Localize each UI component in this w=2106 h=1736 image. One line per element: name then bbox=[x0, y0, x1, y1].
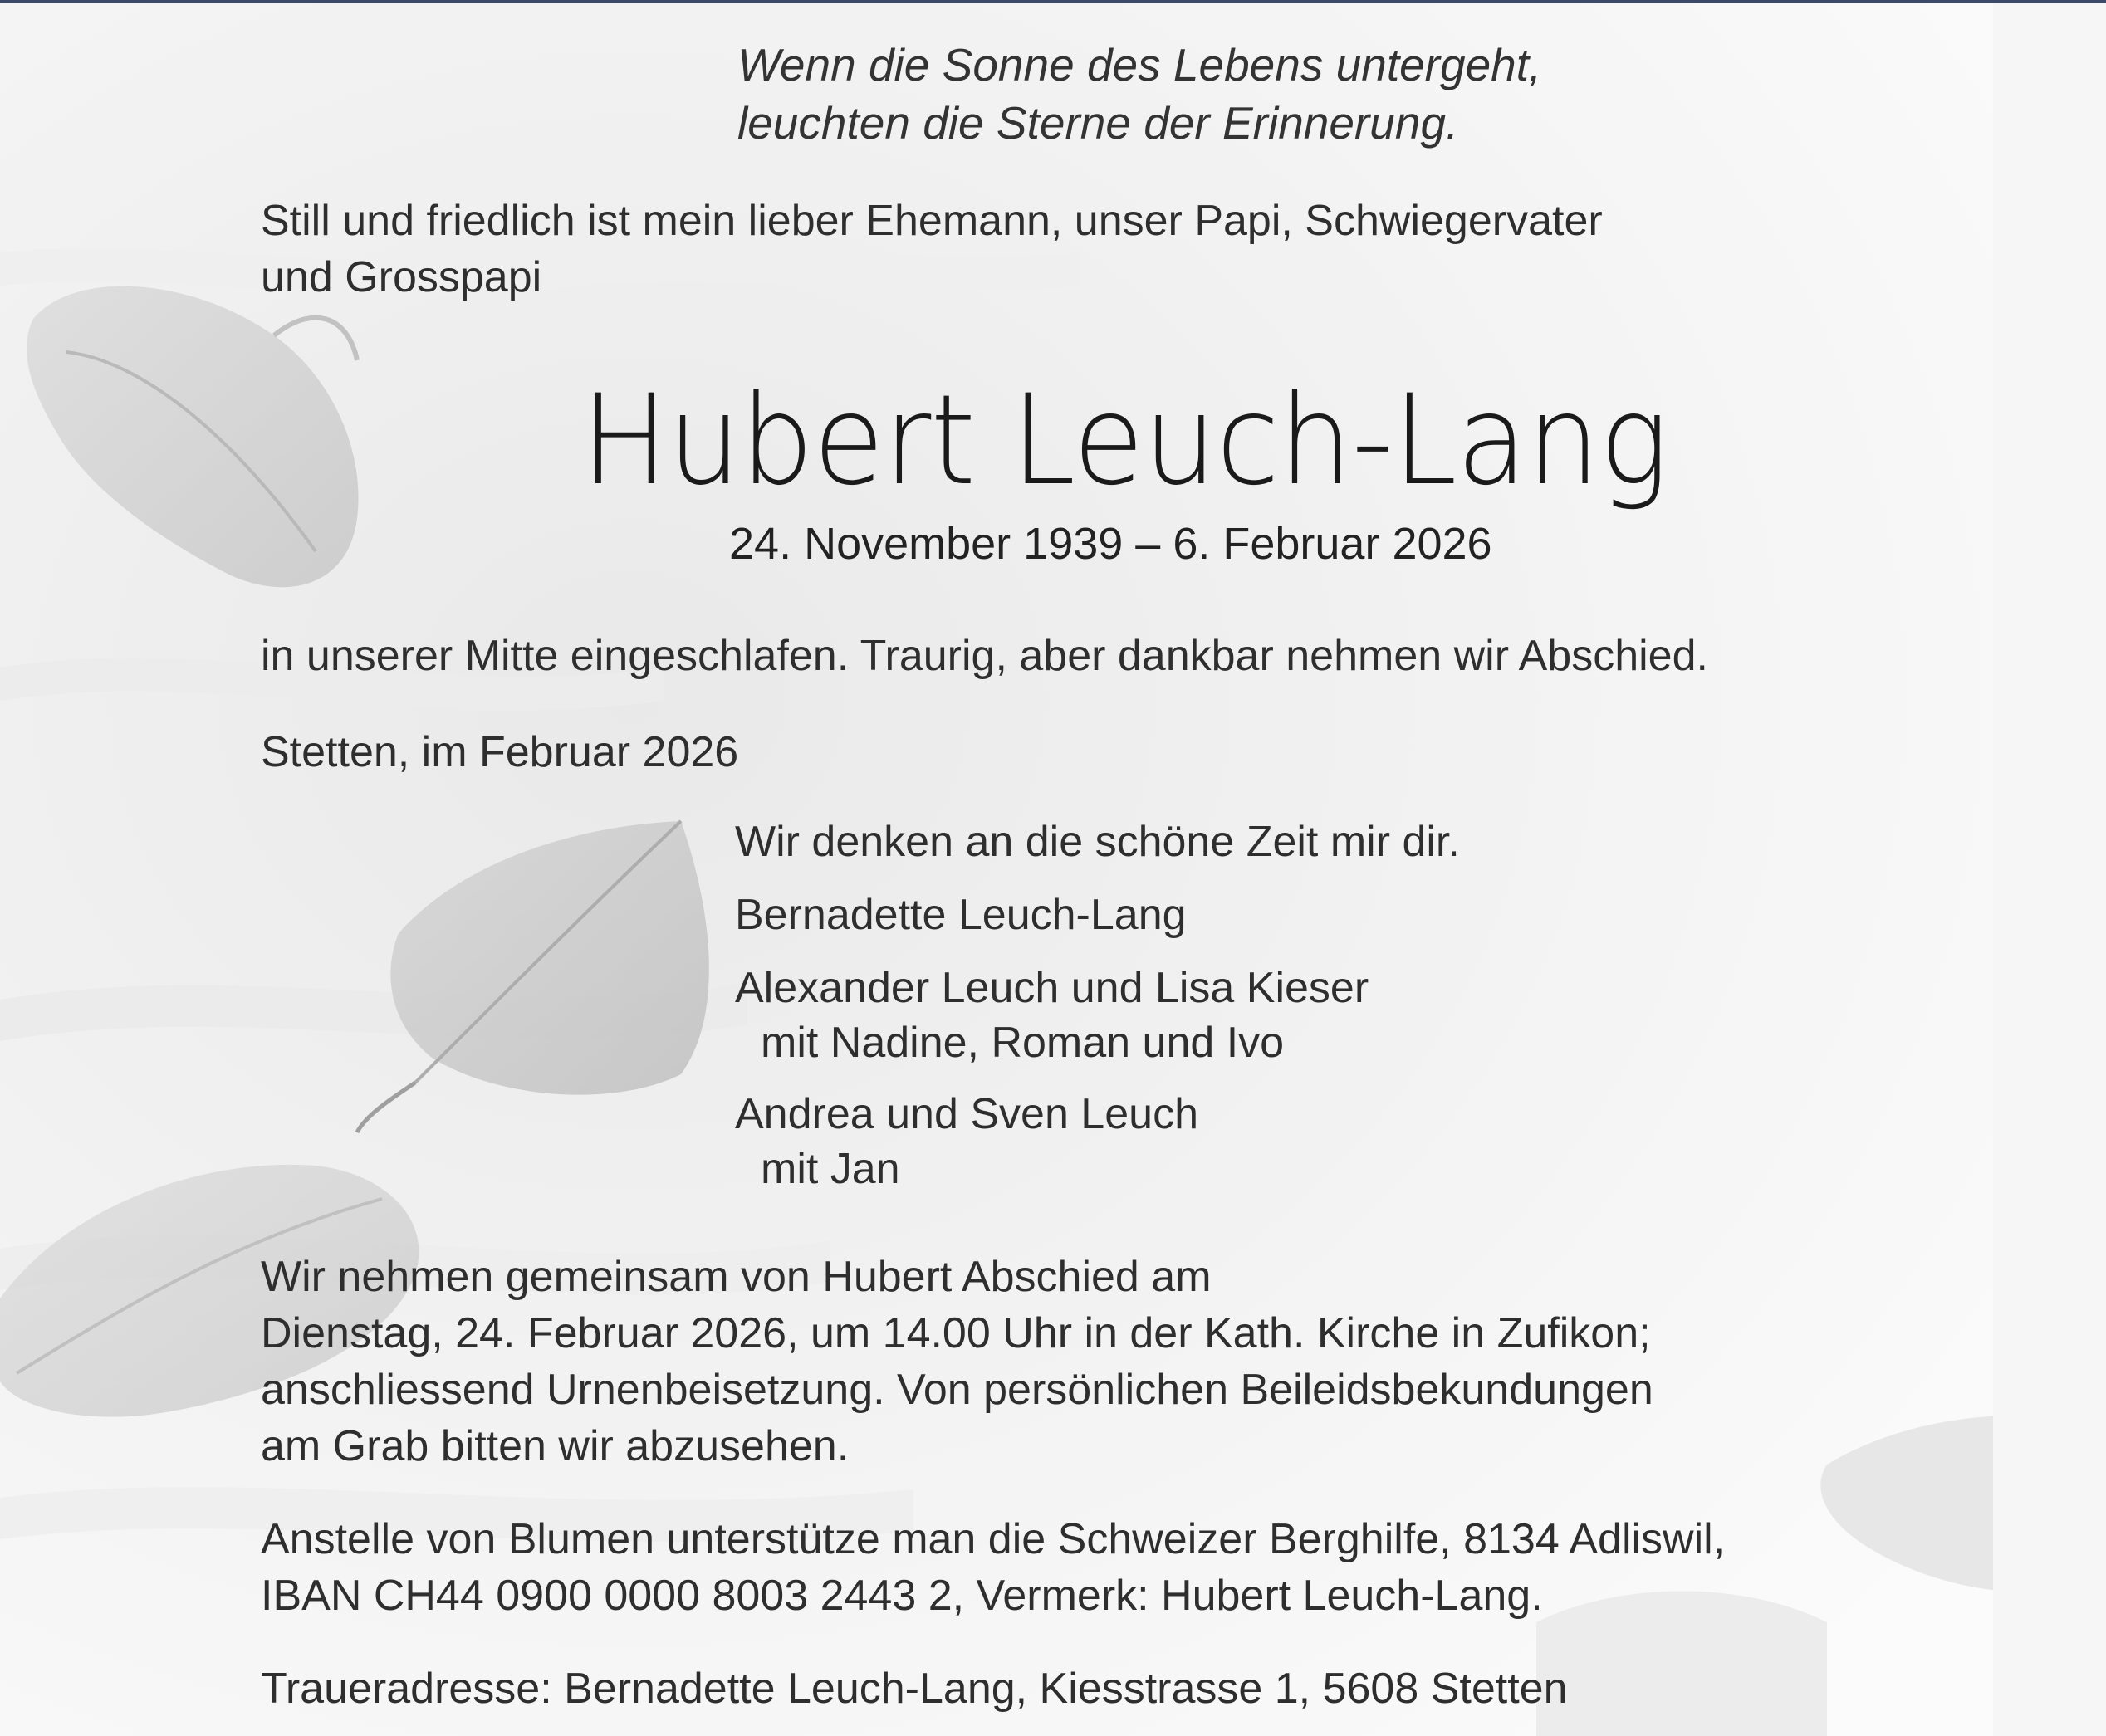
life-dates: 24. November 1939 – 6. Februar 2026 bbox=[729, 519, 1492, 569]
donation-line: IBAN CH44 0900 0000 8003 2443 2, Vermerk: Hubert Leuch-Lang. bbox=[261, 1572, 1543, 1620]
family-member: Alexander Leuch und Lisa Kieser bbox=[735, 964, 1369, 1012]
service-line: am Grab bitten wir abzusehen. bbox=[261, 1422, 850, 1470]
service-line: anschliessend Urnenbeisetzung. Von persönlichen Beileidsbekundungen bbox=[261, 1366, 1653, 1414]
family-member: Bernadette Leuch-Lang bbox=[735, 891, 1187, 939]
family-member-children: mit Nadine, Roman und Ivo bbox=[761, 1019, 1285, 1067]
motto-line-2: leuchten die Sterne der Erinnerung. bbox=[737, 97, 1459, 149]
service-line: Wir nehmen gemeinsam von Hubert Abschied am bbox=[261, 1253, 1212, 1301]
family-motto: Wir denken an die schöne Zeit mir dir. bbox=[735, 818, 1460, 866]
motto-line-1: Wenn die Sonne des Lebens untergeht, bbox=[737, 39, 1542, 90]
donation-line: Anstelle von Blumen unterstütze man die Schweizer Berghilfe, 8134 Adliswil, bbox=[261, 1515, 1726, 1563]
family-member-children: mit Jan bbox=[761, 1145, 900, 1193]
intro-line-2: und Grosspapi bbox=[261, 253, 542, 301]
mourning-address: Traueradresse: Bernadette Leuch-Lang, Kiesstrasse 1, 5608 Stetten bbox=[261, 1665, 1568, 1713]
intro-line-1: Still und friedlich ist mein lieber Ehemann, unser Papi, Schwiegervater bbox=[261, 197, 1603, 245]
family-member: Andrea und Sven Leuch bbox=[735, 1090, 1198, 1138]
place-date: Stetten, im Februar 2026 bbox=[261, 728, 739, 776]
deceased-name: Hubert Leuch-Lang bbox=[581, 369, 1668, 513]
service-line: Dienstag, 24. Februar 2026, um 14.00 Uhr in der Kath. Kirche in Zufikon; bbox=[261, 1309, 1651, 1357]
farewell-text: in unserer Mitte eingeschlafen. Traurig, aber dankbar nehmen wir Abschied. bbox=[261, 632, 1708, 680]
